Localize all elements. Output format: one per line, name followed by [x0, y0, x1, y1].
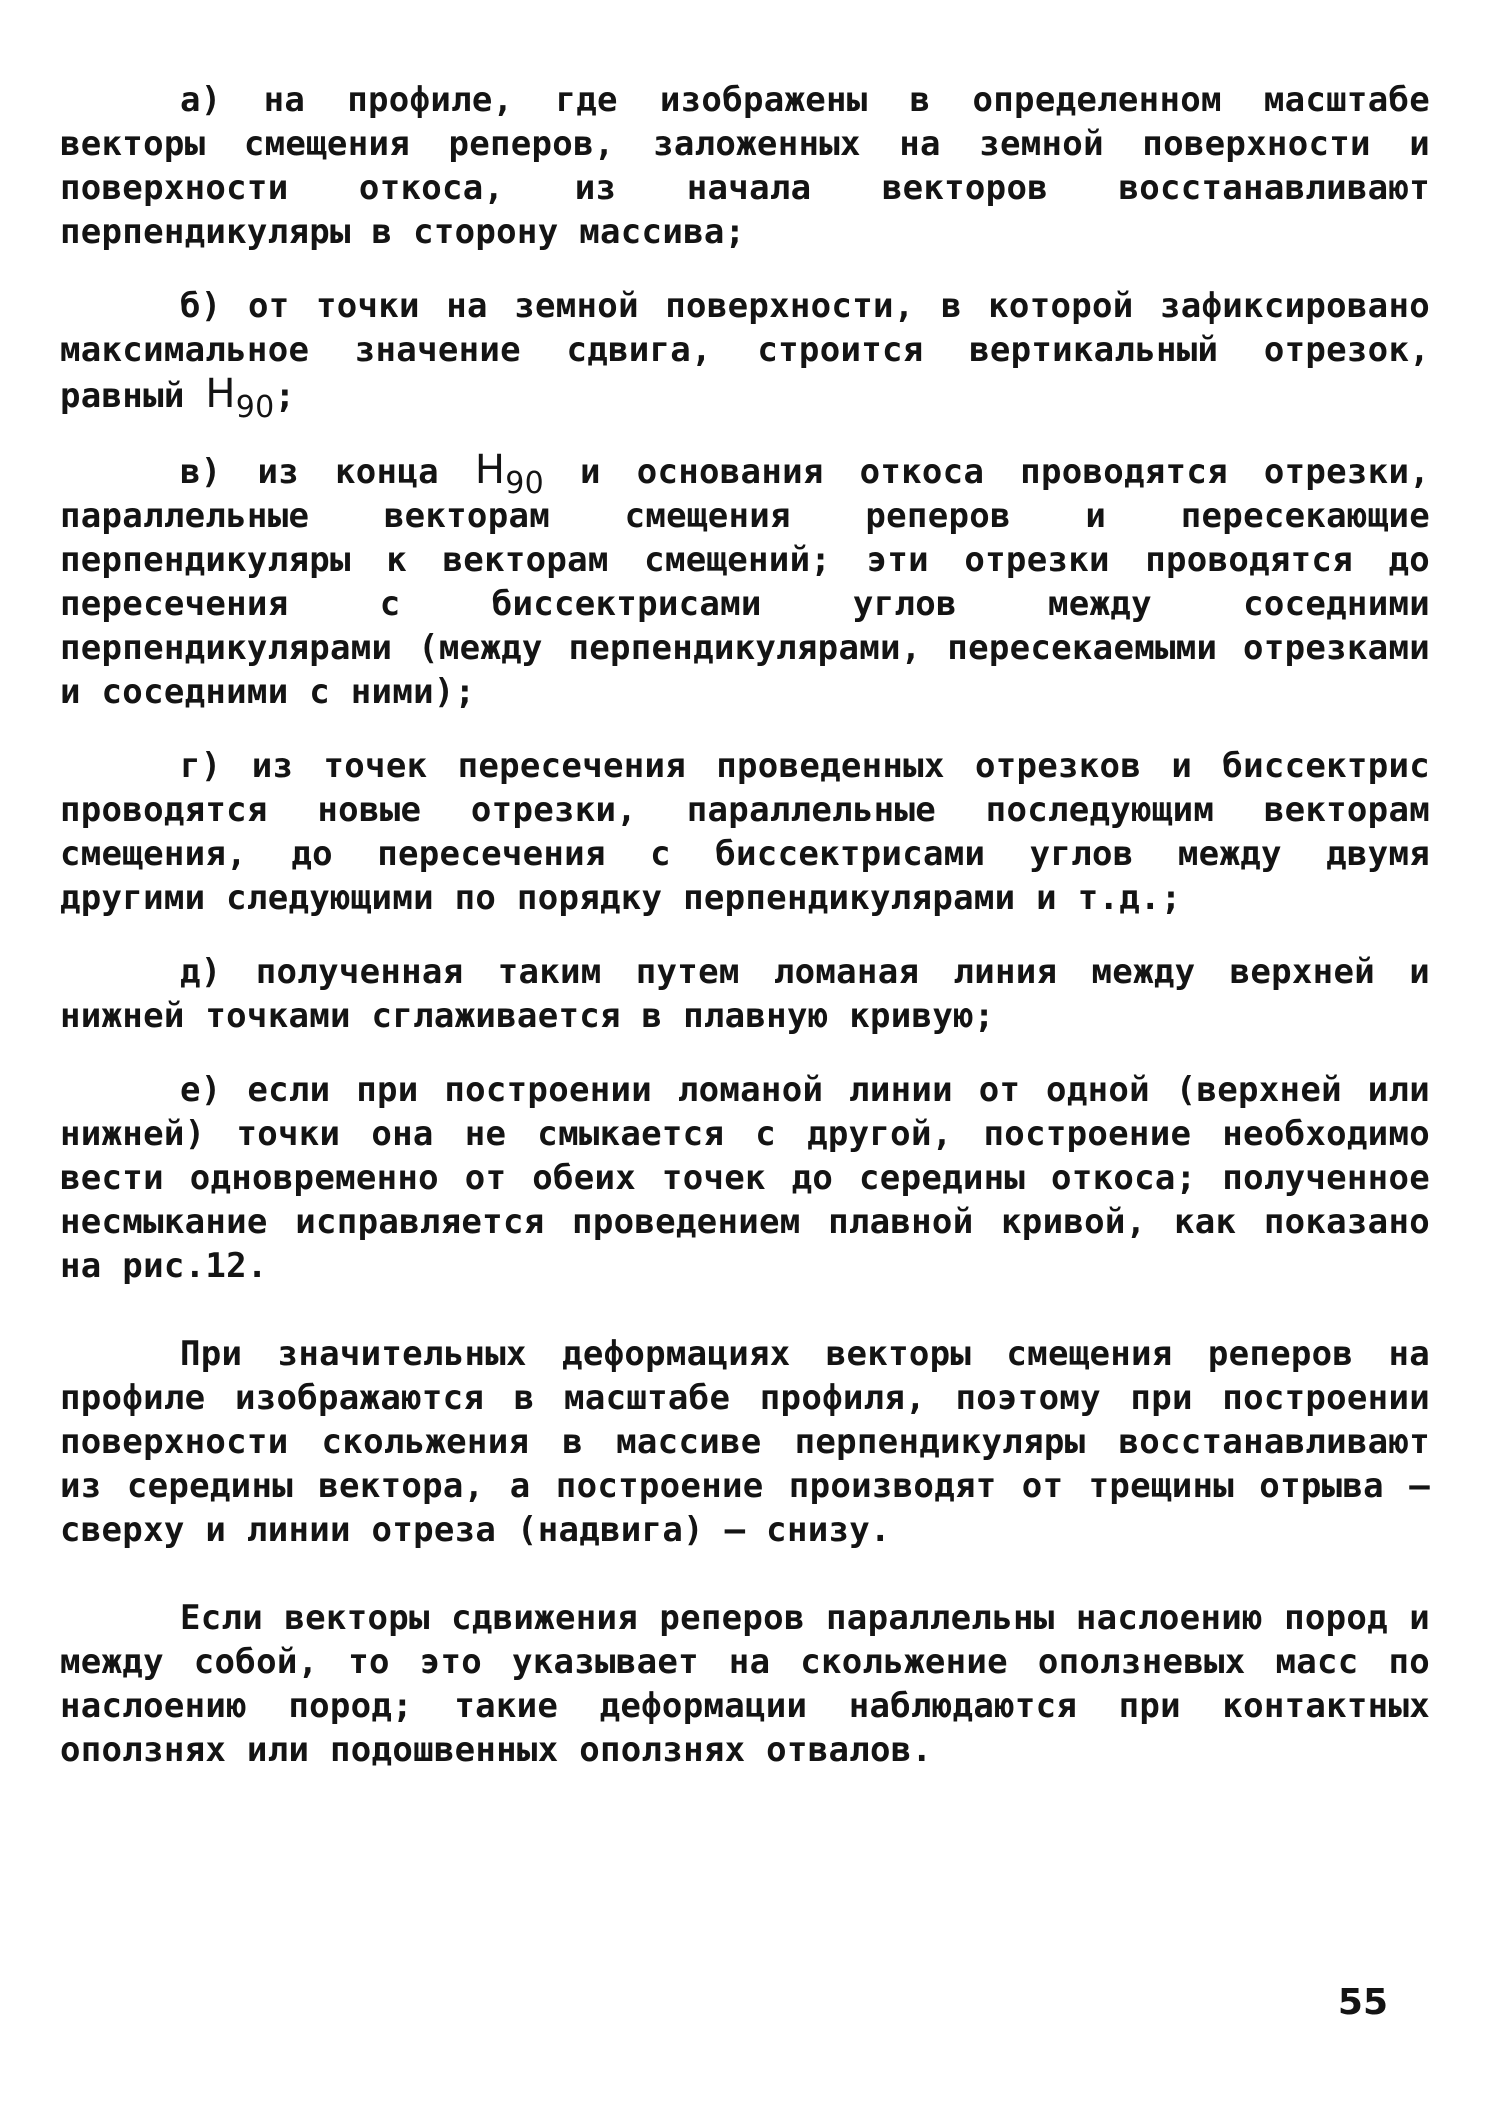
item-b-end: ;: [274, 376, 296, 416]
h90-symbol-sub: 90: [505, 466, 544, 501]
item-g: [60, 744, 1430, 920]
item-d-text: д) полученная таким путем ломаная линия между верхней и нижней точками сглаживается в плавную кривую;: [60, 952, 1430, 1036]
document-body: [60, 78, 1430, 1802]
h90-symbol-base: H: [474, 447, 506, 493]
item-v-text: и основания откоса проводятся отрезки, параллельные векторам смещения реперов и пересекающие перпендикуляры к векторам смещений; эти отрезки проводятся до пересечения с биссектрисами углов между соседними перпендикулярами (между перпендикулярами, пересекаемыми отрезками и соседними с ними);: [60, 452, 1430, 712]
item-v: [60, 448, 1430, 714]
item-a-text: а) на профиле, где изображены в определенном масштабе векторы смещения реперов, заложенных на земной поверхности и поверхности откоса, из начала векторов восстанавливают перпендикуляры в сторону массива;: [60, 80, 1430, 252]
item-d: [60, 950, 1430, 1038]
item-e-text: е) если при построении ломаной линии от одной (верхней или нижней) точки она не смыкается с другой, построение необходимо вести одновременно от обеих точек до середины откоса; полученное несмыкание исправляется проведением плавной кривой, как показано на рис.12.: [60, 1070, 1430, 1286]
h90-symbol: [205, 371, 275, 425]
h90-symbol-base: H: [205, 371, 236, 417]
item-b: [60, 284, 1430, 425]
paragraph-deformation-text: При значительных деформациях векторы смещения реперов на профиле изображаются в масштабе профиля, поэтому при построении поверхности скольжения в массиве перпендикуляры восстанавливают из середины вектора, а построение производят от трещины отрыва – сверху и линии отреза (надвига) – снизу.: [60, 1334, 1430, 1550]
h90-symbol-sub: 90: [235, 390, 275, 425]
h90-symbol: [474, 447, 544, 501]
paragraph-parallel-text: Если векторы сдвижения реперов параллельны наслоению пород и между собой, то это указывает на скольжение оползневых масс по наслоению пород; такие деформации наблюдаются при контактных оползнях или подошвенных оползнях отвалов.: [60, 1598, 1430, 1770]
page-number: 55: [1337, 1982, 1388, 2023]
item-a: [60, 78, 1430, 254]
item-b-text: б) от точки на земной поверхности, в которой зафиксировано максимальное значение сдвига, строится вертикальный отрезок, равный: [60, 286, 1430, 416]
paragraph-deformation: [60, 1332, 1430, 1552]
item-e: [60, 1068, 1430, 1288]
paragraph-parallel: [60, 1596, 1430, 1772]
item-v-start: в) из конца: [180, 452, 439, 492]
item-g-text: г) из точек пересечения проведенных отрезков и биссектрис проводятся новые отрезки, параллельные последующим векторам смещения, до пересечения с биссектрисами углов между двумя другими следующими по порядку перпендикулярами и т.д.;: [60, 746, 1430, 918]
